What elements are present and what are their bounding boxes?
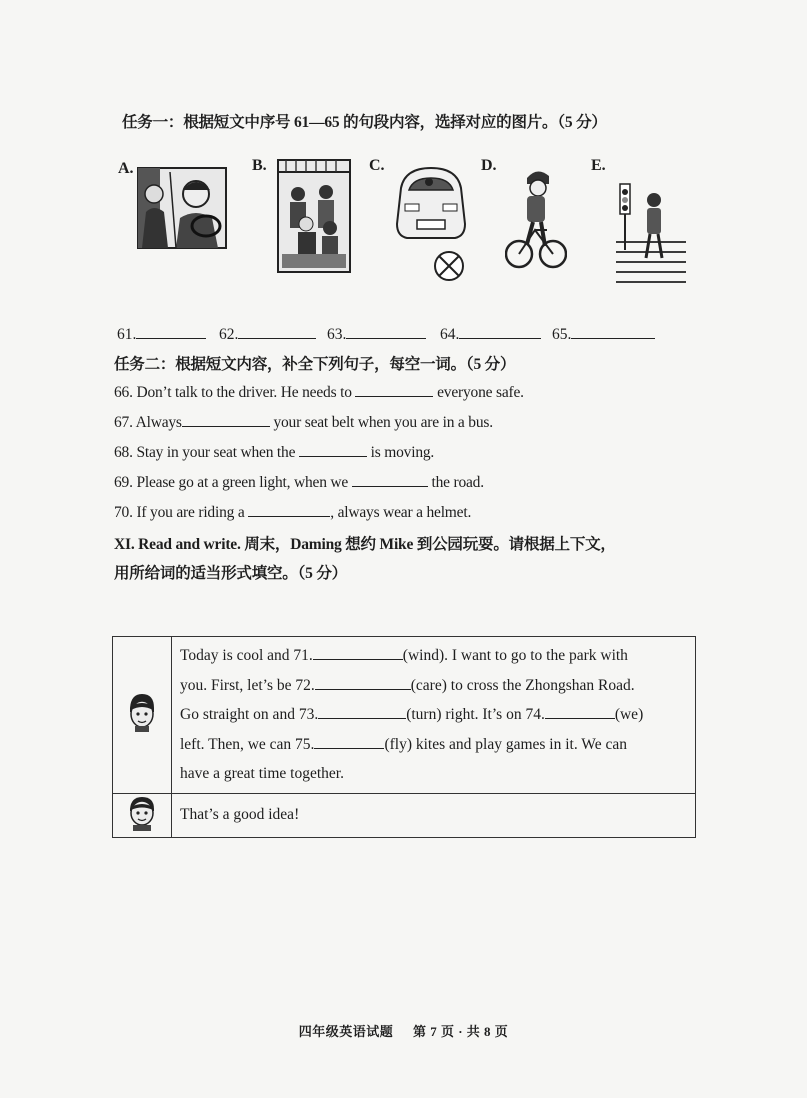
answer-63[interactable]: 63.: [327, 324, 426, 344]
sentence-66: 66. Don’t talk to the driver. He needs to everyone safe.: [114, 384, 524, 401]
pic-label-c: C.: [369, 157, 385, 174]
daming-line-5: have a great time together.: [180, 765, 344, 782]
answer-64[interactable]: 64.: [440, 324, 541, 344]
crosswalk-traffic-light-icon: [612, 180, 690, 284]
dialogue-table: [112, 636, 696, 838]
blank-74[interactable]: [545, 704, 615, 719]
footer-grade: 四年级英语试题: [298, 1024, 394, 1039]
dialogue-row-mike: [113, 793, 696, 837]
section11-title-line2: 用所给词的适当形式填空。（5 分）: [114, 565, 347, 582]
pic-label-b: B.: [252, 157, 267, 174]
pic-label-e: E.: [591, 157, 606, 174]
footer-page: 第 7 页 · 共 8 页: [412, 1024, 509, 1039]
daming-speech: [172, 637, 696, 794]
blank-70[interactable]: [248, 502, 330, 517]
sentence-68: 68. Stay in your seat when the is moving.: [114, 444, 435, 461]
mike-face-icon: [125, 795, 159, 831]
task1-instruction: 任务一：根据短文中序号 61—65 的句段内容，选择对应的图片。（5 分）: [122, 114, 607, 131]
blank-66[interactable]: [355, 382, 433, 397]
blank-68[interactable]: [299, 442, 367, 457]
task2-instruction: 任务二：根据短文内容，补全下列句子，每空一词。（5 分）: [114, 356, 516, 373]
blank-71[interactable]: [313, 645, 403, 660]
blank-72[interactable]: [315, 675, 411, 690]
pic-label-d: D.: [481, 157, 497, 174]
blank-75[interactable]: [314, 734, 384, 749]
answer-62[interactable]: 62.: [219, 324, 316, 344]
car-no-sign-icon: [391, 160, 471, 288]
pic-label-a: A.: [118, 160, 134, 177]
daming-face-icon: [127, 692, 157, 732]
blank-73[interactable]: [318, 704, 406, 719]
cyclist-helmet-icon: [505, 164, 567, 276]
sentence-70: 70. If you are riding a , always wear a helmet.: [114, 504, 472, 521]
daming-line-4: left. Then, we can 75. (fly) kites and play games in it. We can: [180, 735, 627, 753]
dialogue-row-daming: [113, 637, 696, 794]
blank-67[interactable]: [182, 412, 270, 427]
blank-69[interactable]: [352, 472, 428, 487]
daming-line-1: Today is cool and 71. (wind). I want to go to the park with: [180, 647, 628, 664]
page-footer: [0, 1021, 807, 1040]
answer-65[interactable]: 65.: [552, 324, 655, 344]
daming-line-2: you. First, let’s be 72. (care) to cross the Zhongshan Road.: [180, 676, 635, 694]
sentence-69: 69. Please go at a green light, when we the road.: [114, 474, 484, 491]
mike-speech: That’s a good idea!: [172, 793, 696, 837]
answer-61[interactable]: 61.: [117, 324, 206, 344]
daming-cell: [113, 637, 172, 794]
bus-passengers-icon: [276, 158, 352, 276]
bus-driver-icon: [136, 164, 228, 250]
sentence-67: 67. Always your seat belt when you are in a bus.: [114, 414, 493, 431]
daming-line-3: Go straight on and 73. (turn) right. It’s on 74. (we): [180, 706, 644, 723]
section11-title-line1: XI. Read and write. 周末，Daming 想约 Mike 到公园玩耍。请根据上下文，: [114, 536, 616, 553]
mike-cell: [113, 793, 172, 837]
